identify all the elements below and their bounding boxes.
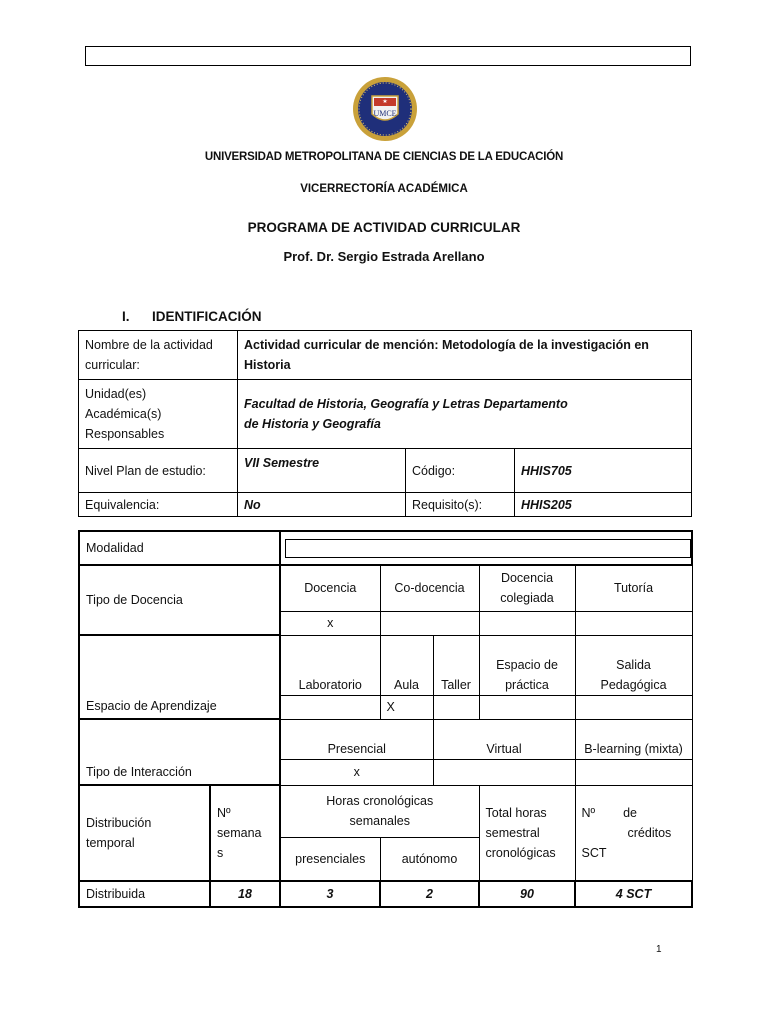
semanas-header <box>210 785 280 881</box>
espacio-option: Laboratorio <box>280 635 380 695</box>
interaccion-mark <box>433 759 575 785</box>
semanas-value: 18 <box>210 881 280 907</box>
horas-header-2: semanales <box>349 814 410 828</box>
interaccion-option: Virtual <box>433 719 575 759</box>
interaccion-mark: x <box>280 759 433 785</box>
modalidad-label: Modalidad <box>79 531 280 565</box>
semanas-header-3: s <box>217 846 224 860</box>
section-title: IDENTIFICACIÓN <box>152 309 262 324</box>
creditos-header <box>575 785 692 881</box>
total-header-2: semestral <box>485 825 540 840</box>
unidad-value <box>238 380 692 449</box>
university-seal-logo <box>352 76 418 142</box>
modalidad-value <box>285 539 691 558</box>
total-value: 90 <box>479 881 575 907</box>
unidad-value-1: Facultad de Historia, Geografía y Letras Departamento <box>244 397 568 411</box>
distribucion-label-2: temporal <box>86 836 135 850</box>
horas-header-1: Horas cronológicas <box>326 794 434 808</box>
modalidad-field <box>280 531 692 565</box>
unidad-label-2: Académica(s) <box>85 407 162 421</box>
program-title: PROGRAMA DE ACTIVIDAD CURRICULAR <box>247 220 521 235</box>
presenciales-header: presenciales <box>280 837 380 881</box>
espacio-label: Espacio de Aprendizaje <box>79 635 280 719</box>
espacio-mark <box>575 695 692 719</box>
docencia-option: Tutoría <box>575 565 692 611</box>
autonomo-header: autónomo <box>380 837 479 881</box>
page-number: 1 <box>656 944 662 955</box>
unidad-label <box>79 380 238 449</box>
nombre-value: Actividad curricular de mención: Metodología de la investigación en Historia <box>238 331 692 380</box>
espacio-mark <box>479 695 575 719</box>
espacio-option: Espacio de práctica <box>479 635 575 695</box>
espacio-mark <box>280 695 380 719</box>
equivalencia-value: No <box>238 493 406 517</box>
autonomo-value: 2 <box>380 881 479 907</box>
distribucion-label <box>79 785 210 881</box>
codigo-label: Código: <box>406 449 515 493</box>
creditos-row-1 <box>582 803 686 823</box>
distribuida-label: Distribuida <box>79 881 210 907</box>
creditos-header-3: créditos <box>627 825 672 840</box>
unidad-label-1: Unidad(es) <box>85 387 147 401</box>
unidad-label-3: Responsables <box>85 427 165 441</box>
interaccion-option: Presencial <box>280 719 433 759</box>
requisito-label: Requisito(s): <box>406 493 515 517</box>
horas-header <box>280 785 479 837</box>
docencia-option: Docencia colegiada <box>479 565 575 611</box>
espacio-option: Taller <box>433 635 479 695</box>
total-header-1: Total horas <box>485 805 547 820</box>
semanas-header-1: Nº <box>217 806 231 820</box>
nivel-value: VII Semestre <box>238 449 406 493</box>
vicerrectoria: VICERRECTORÍA ACADÉMICA <box>300 183 468 195</box>
nombre-label: Nombre de la actividad curricular: <box>79 331 238 380</box>
section-heading <box>122 309 262 324</box>
espacio-option: Salida Pedagógica <box>575 635 692 695</box>
interaccion-mark <box>575 759 692 785</box>
svg-text:UMCE: UMCE <box>373 109 397 118</box>
university-name: UNIVERSIDAD METROPOLITANA DE CIENCIAS DE LA EDUCACIÓN <box>204 151 564 163</box>
total-horas-header <box>479 785 575 881</box>
professor-name: Prof. Dr. Sergio Estrada Arellano <box>283 249 485 264</box>
section-number: I. <box>122 309 130 324</box>
docencia-mark: x <box>280 611 380 635</box>
identification-table <box>78 330 692 517</box>
modality-table <box>78 530 693 908</box>
creditos-header-4: SCT <box>581 845 607 860</box>
interaccion-option: B-learning (mixta) <box>575 719 692 759</box>
codigo-value: HHIS705 <box>515 449 692 493</box>
espacio-option: Aula <box>380 635 433 695</box>
presenciales-value: 3 <box>280 881 380 907</box>
creditos-header-2: de <box>623 805 637 820</box>
interaccion-label: Tipo de Interacción <box>79 719 280 785</box>
espacio-mark: X <box>380 695 433 719</box>
semanas-header-2: semana <box>217 826 262 840</box>
docencia-option: Docencia <box>280 565 380 611</box>
docencia-mark <box>575 611 692 635</box>
equivalencia-label: Equivalencia: <box>79 493 238 517</box>
requisito-value: HHIS205 <box>515 493 692 517</box>
nivel-label: Nivel Plan de estudio: <box>79 449 238 493</box>
creditos-value: 4 SCT <box>575 881 692 907</box>
distribucion-label-1: Distribución <box>86 816 152 830</box>
espacio-mark <box>433 695 479 719</box>
unidad-value-2: de Historia y Geografía <box>244 417 381 431</box>
docencia-mark <box>380 611 479 635</box>
header-box <box>85 46 691 66</box>
total-header-3: cronológicas <box>485 845 556 860</box>
creditos-header-1: Nº <box>581 805 596 820</box>
docencia-option: Co-docencia <box>380 565 479 611</box>
docencia-mark <box>479 611 575 635</box>
docencia-label: Tipo de Docencia <box>79 565 280 635</box>
